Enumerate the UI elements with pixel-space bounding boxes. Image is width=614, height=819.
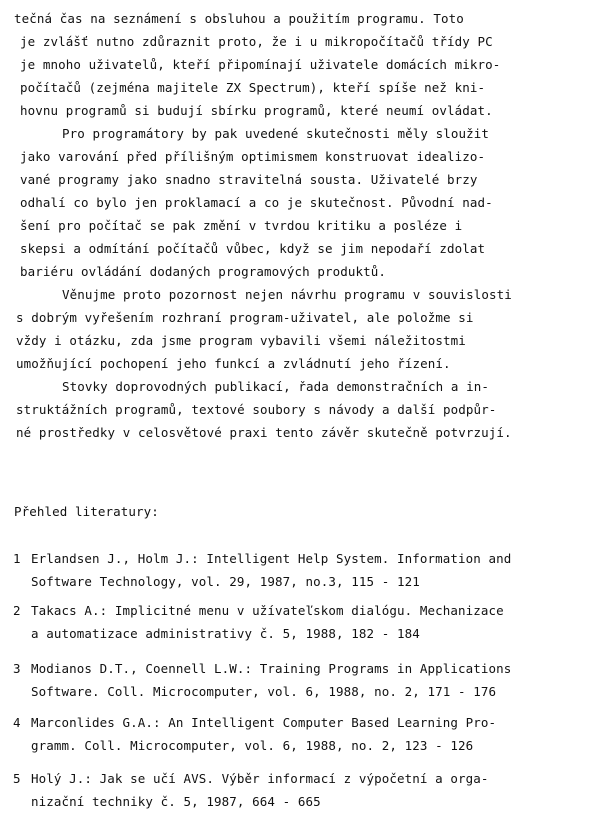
reference-number: 3 xyxy=(13,661,21,676)
body-text-line: vané programy jako snadno stravitelná sousta. Uživatelé brzy xyxy=(20,172,478,187)
body-text-line: tečná čas na seznámení s obsluhou a použitím programu. Toto xyxy=(14,11,464,26)
body-text-line: Pro programátory by pak uvedené skutečnosti měly sloužit xyxy=(62,126,490,141)
body-text-line: jako varování před přílišným optimismem konstruovat idealizo- xyxy=(20,149,486,164)
body-text-line: umožňující pochopení jeho funkcí a zvládnutí jeho řízení. xyxy=(16,356,451,371)
body-text-line: odhalí co bylo jen proklamací a co je skutečnost. Původní nad- xyxy=(20,195,493,210)
body-text-line: je zvlášť nutno zdůraznit proto, že i u mikropočítačů třídy PC xyxy=(20,34,493,49)
reference-line: Software Technology, vol. 29, 1987, no.3, 115 - 121 xyxy=(31,574,420,589)
reference-line: nizační techniky č. 5, 1987, 664 - 665 xyxy=(31,794,321,809)
body-text-line: šení pro počítač se pak změní v tvrdou kritiku a posléze i xyxy=(20,218,463,233)
reference-number: 4 xyxy=(13,715,21,730)
body-text-line: vždy i otázku, zda jsme program vybavili všemi náležitostmi xyxy=(16,333,466,348)
body-text-line: s dobrým vyřešením rozhraní program-uživatel, ale položme si xyxy=(16,310,474,325)
reference-number: 2 xyxy=(13,603,21,618)
reference-number: 5 xyxy=(13,771,21,786)
reference-number: 1 xyxy=(13,551,21,566)
reference-line: Takacs A.: Implicitné menu v užívateľskom dialógu. Mechanizace xyxy=(31,603,504,618)
body-text-line: Stovky doprovodných publikací, řada demonstračních a in- xyxy=(62,379,490,394)
reference-line: Erlandsen J., Holm J.: Intelligent Help System. Information and xyxy=(31,551,512,566)
reference-line: gramm. Coll. Microcomputer, vol. 6, 1988, no. 2, 123 - 126 xyxy=(31,738,474,753)
references-heading: Přehled literatury: xyxy=(14,504,159,519)
body-text-line: hovnu programů si budují sbírku programů, které neumí ovládat. xyxy=(20,103,493,118)
reference-line: Holý J.: Jak se učí AVS. Výběr informací z výpočetní a orga- xyxy=(31,771,489,786)
body-text-line: skepsi a odmítání počítačů vůbec, když se jim nepodaří zdolat xyxy=(20,241,486,256)
body-text-line: né prostředky v celosvětové praxi tento závěr skutečně potvrzují. xyxy=(16,425,512,440)
body-text-line: je mnoho uživatelů, kteří připomínají uživatele domácích mikro- xyxy=(20,57,501,72)
body-text-line: bariéru ovládání dodaných programových produktů. xyxy=(20,264,387,279)
reference-line: Marconlides G.A.: An Intelligent Computer Based Learning Pro- xyxy=(31,715,497,730)
reference-line: Software. Coll. Microcomputer, vol. 6, 1988, no. 2, 171 - 176 xyxy=(31,684,497,699)
body-text-line: počítačů (zejména majitele ZX Spectrum), kteří spíše než kni- xyxy=(20,80,486,95)
reference-line: a automatizace administrativy č. 5, 1988, 182 - 184 xyxy=(31,626,420,641)
body-text-line: Věnujme proto pozornost nejen návrhu programu v souvislosti xyxy=(62,287,512,302)
reference-line: Modianos D.T., Coennell L.W.: Training Programs in Applications xyxy=(31,661,512,676)
body-text-line: struktážních programů, textové soubory s návody a další podpůr- xyxy=(16,402,497,417)
